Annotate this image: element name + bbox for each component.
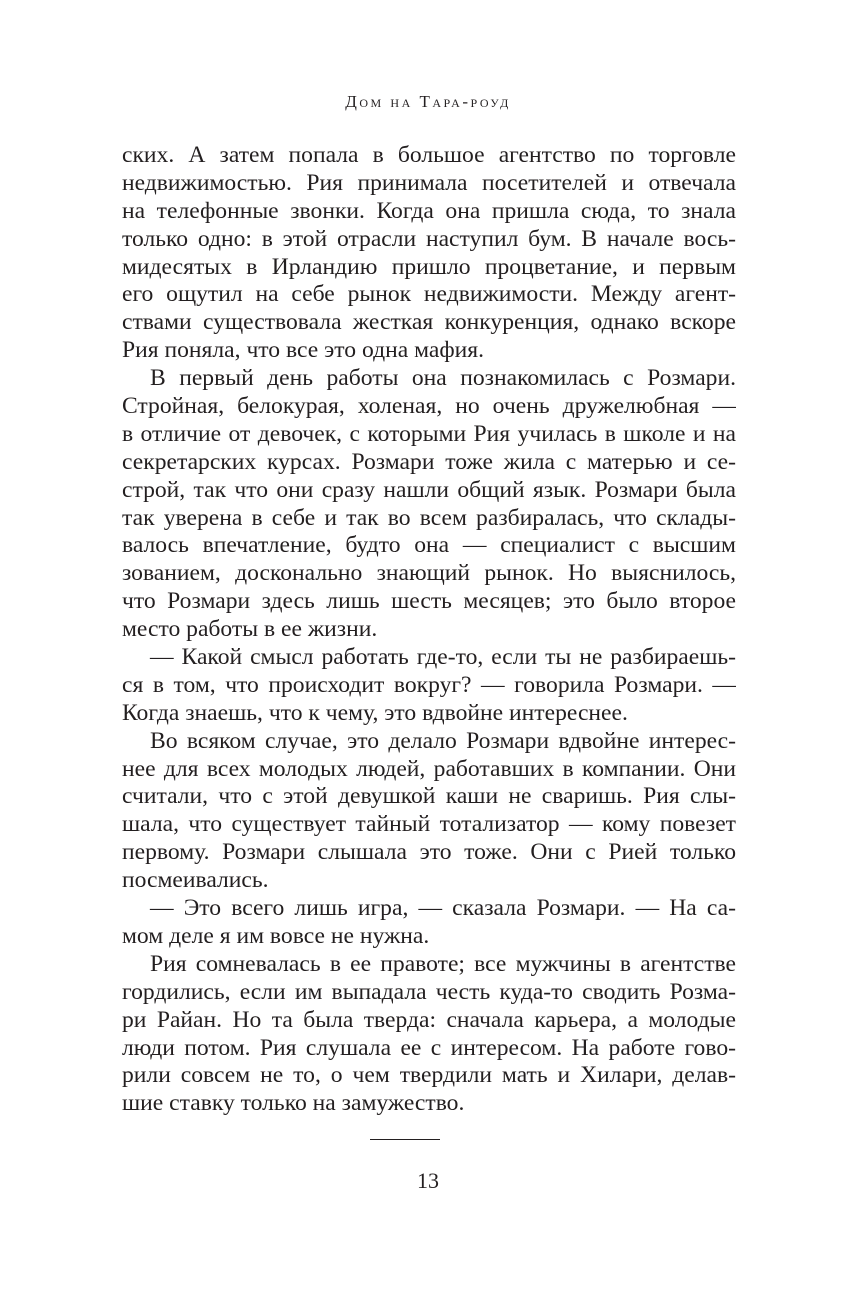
text-line: валось впечатление, будто она — специалист с высшим — [122, 532, 736, 559]
text-line: посмеивались. — [122, 867, 269, 894]
running-head: Дом на Тара-роуд — [345, 92, 511, 111]
paragraph — [122, 365, 736, 644]
text-line: Рия сомневалась в ее правоте; все мужчины в агентстве — [150, 950, 736, 977]
text-line: шие ставку только на замужество. — [122, 1090, 465, 1117]
text-line: ри Райан. Но та была тверда: сначала карьера, а молодые — [122, 1006, 736, 1033]
text-line: Когда знаешь, что к чему, это вдвойне интереснее. — [122, 699, 628, 726]
paragraph — [122, 644, 736, 728]
body-text — [122, 142, 736, 1118]
text-line: на телефонные звонки. Когда она пришла сюда, то знала — [122, 197, 736, 224]
text-line: что Розмари здесь лишь шесть месяцев; это было второе — [122, 588, 736, 615]
text-line: в отличие от девочек, с которыми Рия училась в школе и на — [122, 420, 736, 447]
paragraph — [122, 895, 736, 951]
text-line: Рия поняла, что все это одна мафия. — [122, 337, 484, 364]
text-line: так уверена в себе и так во всем разбиралась, что склады- — [122, 504, 736, 531]
text-line: ских. А затем попала в большое агентство по торговле — [122, 142, 736, 168]
paragraph — [122, 728, 736, 895]
page-number: 13 — [417, 1168, 439, 1193]
text-line: считали, что с этой девушкой каши не сваришь. Рия слы- — [122, 783, 736, 810]
text-line: гордились, если им выпадала честь куда-то сводить Розма- — [122, 978, 736, 1005]
text-line: мидесятых в Ирландию пришло процветание, и первым — [122, 253, 736, 280]
footer-rule — [370, 1139, 440, 1140]
text-line: шала, что существует тайный тотализатор — кому повезет — [122, 811, 736, 838]
paragraph — [122, 142, 736, 365]
text-line: — Это всего лишь игра, — сказала Розмари. — На са- — [150, 895, 736, 922]
text-line: недвижимостью. Рия принимала посетителей и отвечала — [122, 169, 736, 196]
text-line: — Какой смысл работать где-то, если ты не разбираешь- — [150, 644, 736, 671]
text-line: мом деле я им вовсе не нужна. — [122, 922, 430, 949]
text-line: зованием, досконально знающий рынок. Но выяснилось, — [122, 560, 736, 587]
text-line: ствами существовала жесткая конкуренция, однако вскоре — [122, 309, 736, 336]
text-line: люди потом. Рия слушала ее с интересом. На работе гово- — [122, 1034, 736, 1061]
text-line: строй, так что они сразу нашли общий язык. Розмари была — [122, 476, 736, 503]
text-line: только одно: в этой отрасли наступил бум. В начале вось- — [122, 225, 736, 252]
text-line: ся в том, что происходит вокруг? — говорила Розмари. — — [122, 671, 736, 698]
text-line: место работы в ее жизни. — [122, 616, 378, 643]
text-line: В первый день работы она познакомилась с Розмари. — [150, 365, 736, 392]
text-line: Во всяком случае, это делало Розмари вдвойне интерес- — [150, 727, 736, 754]
paragraph — [122, 951, 736, 1118]
text-line: секретарских курсах. Розмари тоже жила с матерью и се- — [122, 448, 736, 475]
text-line: первому. Розмари слышала это тоже. Они с Рией только — [122, 839, 736, 866]
text-line: нее для всех молодых людей, работавших в компании. Они — [122, 755, 736, 782]
text-line: Стройная, белокурая, холеная, но очень дружелюбная — — [122, 393, 736, 420]
text-line: рили совсем не то, о чем твердили мать и Хилари, делав- — [122, 1062, 736, 1089]
text-line: его ощутил на себе рынок недвижимости. Между агент- — [122, 281, 736, 308]
